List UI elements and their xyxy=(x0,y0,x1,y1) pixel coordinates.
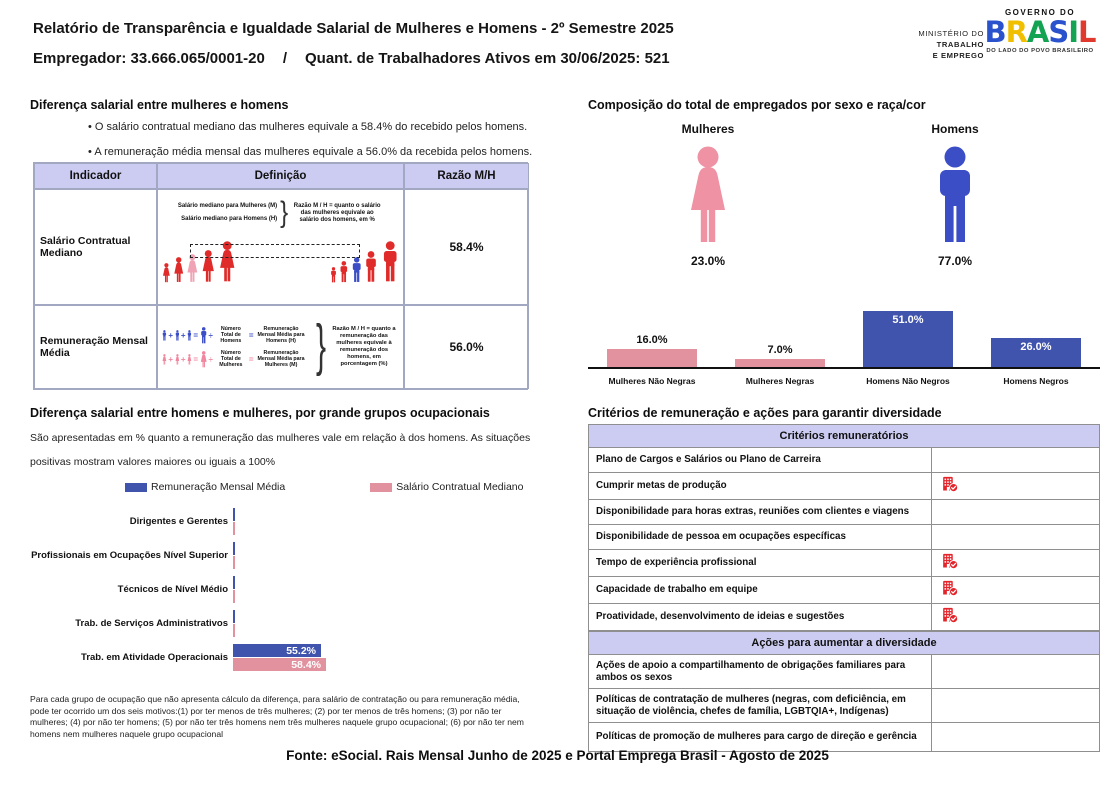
criteria-row: Políticas de contratação de mulheres (negras, com deficiência, em situação de violência, chefes de família, LGBTQIA+, Indígenas) xyxy=(589,689,1099,723)
bar-mean xyxy=(233,576,235,589)
employer-id: Empregador: 33.666.065/0001-20 xyxy=(33,50,265,67)
female-pictogram-icon xyxy=(686,146,730,246)
criteria-row: Políticas de promoção de mulheres para cargo de direção e gerência xyxy=(589,723,1099,751)
occupation-row: Profissionais em Ocupações Nível Superior xyxy=(30,542,540,569)
indicator-table xyxy=(33,162,528,390)
bar-mean xyxy=(233,610,235,623)
occupation-row: Trab. de Serviços Administrativos xyxy=(30,610,540,637)
section-salary-diff-title: Diferença salarial entre mulheres e homens xyxy=(30,98,289,112)
section-composition-title: Composição do total de empregados por sexo e raça/cor xyxy=(588,98,926,112)
company-check-icon xyxy=(941,606,958,628)
bar-slot: 7.0% xyxy=(716,300,844,367)
man-icon xyxy=(364,251,378,283)
legend-median: Salário Contratual Mediano xyxy=(370,481,523,493)
bar-slot xyxy=(844,300,972,367)
female-percent: 23.0% xyxy=(690,254,726,268)
subtitle-separator: / xyxy=(282,50,287,67)
bullet-mean-salary: • A remuneração média mensal das mulheres equivale a 56.0% da recebida pelos homens. xyxy=(88,146,532,158)
bar-median xyxy=(233,590,235,603)
row-median-definition: Salário mediano para Mulheres (M) Salário mediano para Homens (H) } Razão M / H = quanto o salário das mulheres equivale ao salário dos homens, em % xyxy=(157,189,404,305)
bullet-median-salary: • O salário contratual mediano das mulheres equivale a 58.4% do recebido pelos homens. xyxy=(88,121,527,133)
man-median-icon xyxy=(351,257,362,283)
row-mean-definition: + + = ÷ Número Total de Homens = Remuneração Mensal Média para Homens (H) + + = ÷ Número Total de Mulheres = Remuneração Mensal Média para Mulheres (M) } Razão M / H = quanto a remuneração das mulheres equivale à remuneração dos homens, em porcentagem (%) xyxy=(157,305,404,389)
criteria-row: Proatividade, desenvolvimento de ideias e sugestões xyxy=(589,604,1099,631)
race-sex-categories: Mulheres Não Negras Mulheres Negras Homens Não Negros Homens Negros xyxy=(608,376,1069,386)
median-dashed-box xyxy=(190,244,360,258)
company-check-icon xyxy=(941,552,958,574)
gov-brasil-logo: GOVERNO DO BRASIL DO LADO DO POVO BRASILEIRO xyxy=(973,8,1107,54)
people-pictogram xyxy=(162,235,399,283)
criteria-row: Disponibilidade para horas extras, reuniões com clientes e viagens xyxy=(589,500,1099,525)
male-label: Homens xyxy=(931,122,979,136)
section-criteria-title: Critérios de remuneração e ações para garantir diversidade xyxy=(588,406,942,420)
ratio-mean: 56.0% xyxy=(404,305,529,389)
bar-mulheres-nao-negras xyxy=(607,349,697,367)
occupations-intro: São apresentadas em % quanto a remuneração das mulheres vale em relação à dos homens. As situações positivas mostram valores maiores ou iguais a 100% xyxy=(30,432,531,468)
criteria-row: Capacidade de trabalho em equipe xyxy=(589,577,1099,604)
female-label: Mulheres xyxy=(681,122,735,136)
page-subtitle xyxy=(33,50,670,67)
bar-homens-negros: 26.0% xyxy=(991,338,1081,367)
woman-icon xyxy=(173,257,184,283)
company-check-icon xyxy=(941,475,958,497)
source-footer: Fonte: eSocial. Rais Mensal Junho de 2025 e Portal Emprega Brasil - Agosto de 2025 xyxy=(286,748,829,763)
occupation-row: Trab. em Atividade Operacionais 55.2% 58.4% xyxy=(30,644,540,671)
criteria-row: Tempo de experiência profissional xyxy=(589,550,1099,577)
woman-icon xyxy=(162,263,171,283)
male-pictogram-icon xyxy=(933,146,977,246)
bar-mean xyxy=(233,542,235,555)
bar-mulheres-negras xyxy=(735,359,825,367)
criteria-row: Disponibilidade de pessoa em ocupações específicas xyxy=(589,525,1099,550)
bar-median xyxy=(233,522,235,535)
criteria-row: Ações de apoio a compartilhamento de obrigações familiares para ambos os sexos xyxy=(589,655,1099,689)
page-title: Relatório de Transparência e Igualdade Salarial de Mulheres e Homens - 2º Semestre 2025 xyxy=(33,20,674,37)
bar-mean: 55.2% xyxy=(233,644,321,657)
bar-mean xyxy=(233,508,235,521)
bar-slot xyxy=(972,300,1100,367)
criteria-row: Cumprir metas de produção xyxy=(589,473,1099,500)
bar-median: 58.4% xyxy=(233,658,326,671)
occupations-bar-chart xyxy=(30,508,540,678)
race-sex-bar-chart xyxy=(588,300,1100,369)
male-block xyxy=(890,122,1020,268)
man-icon xyxy=(381,241,399,283)
brace: } xyxy=(315,314,326,378)
company-check-icon xyxy=(941,579,958,601)
ministry-logo: MINISTÉRIO DO TRABALHO E EMPREGO xyxy=(918,29,984,60)
criteria-row: Plano de Cargos e Salários ou Plano de Carreira xyxy=(589,448,1099,473)
chart-legend xyxy=(125,481,523,493)
section-occupations-title: Diferença salarial entre homens e mulheres, por grande grupos ocupacionais xyxy=(30,406,490,420)
men-formula: + + = ÷ Número Total de Homens = Remuneração Mensal Média para Homens (H) xyxy=(162,326,313,344)
col-definicao: Definição xyxy=(157,163,404,189)
woman-median-icon xyxy=(186,254,199,283)
brace: } xyxy=(280,195,289,230)
man-icon xyxy=(330,267,337,283)
male-percent: 77.0% xyxy=(937,254,973,268)
criteria-group2-header: Ações para aumentar a diversidade xyxy=(589,631,1099,655)
occupation-row: Dirigentes e Gerentes xyxy=(30,508,540,535)
occupations-footnote: Para cada grupo de ocupação que não apresenta cálculo da diferença, para salário de contratação ou para remuneração média, pode ter ocorrido um dos seis motivos:(1) por ter menos de três mulheres; (2) por ter menos de três homens; (3) por não ter mulheres; (4) por não ter homens; (5) por não ter três homens nem três mulheres naquele grupo ocupacional; (6) por não ter nem homens nem mulheres naquele grupo ocupacional xyxy=(30,694,524,739)
female-block xyxy=(643,122,773,268)
criteria-table xyxy=(588,424,1100,752)
women-formula: + + = ÷ Número Total de Mulheres = Remuneração Mensal Média para Mulheres (M) xyxy=(162,350,313,368)
bar-median xyxy=(233,624,235,637)
criteria-group1-header: Critérios remuneratórios xyxy=(589,425,1099,448)
col-razao: Razão M/H xyxy=(404,163,529,189)
row-median-indicator: Salário Contratual Mediano xyxy=(34,189,157,305)
ratio-median: 58.4% xyxy=(404,189,529,305)
legend-mean: Remuneração Mensal Média xyxy=(125,481,285,493)
gov-brand: BRASIL xyxy=(984,15,1096,49)
man-icon xyxy=(339,261,349,283)
col-indicador: Indicador xyxy=(34,163,157,189)
active-workers: Quant. de Trabalhadores Ativos em 30/06/2025: 521 xyxy=(304,50,670,67)
row-mean-indicator: Remuneração Mensal Média xyxy=(34,305,157,389)
occupation-row: Técnicos de Nível Médio xyxy=(30,576,540,603)
bar-homens-nao-negros: 51.0% xyxy=(863,311,953,367)
bar-slot: 16.0% xyxy=(588,300,716,367)
legend-median-swatch xyxy=(370,483,392,492)
bar-median xyxy=(233,556,235,569)
legend-mean-swatch xyxy=(125,483,147,492)
